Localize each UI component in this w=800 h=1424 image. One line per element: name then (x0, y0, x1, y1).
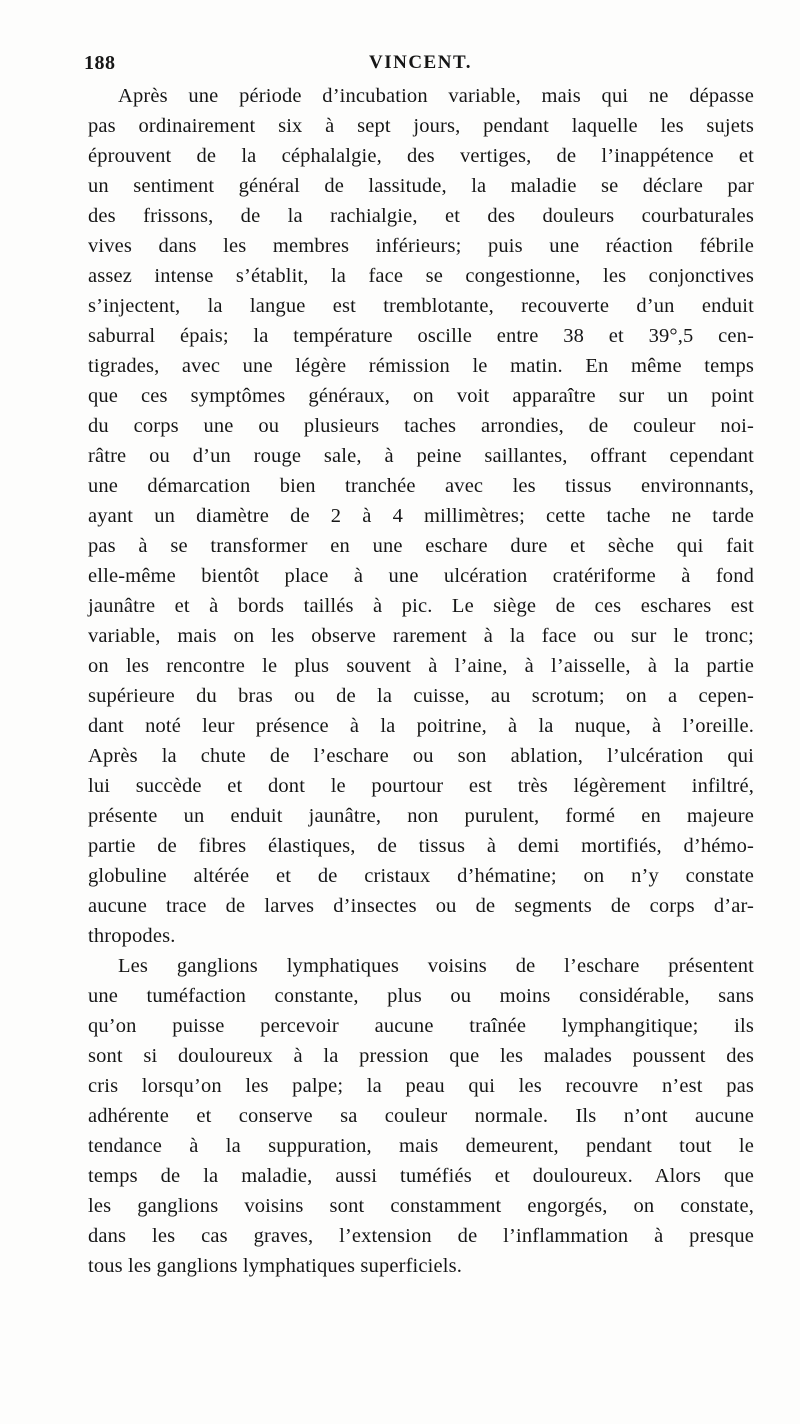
text-line: assez intense s’établit, la face se congestionne, les conjonctives (88, 265, 754, 287)
text-line: ayant un diamètre de 2 à 4 millimètres; cette tache ne tarde (88, 505, 754, 527)
text-line: présente un enduit jaunâtre, non purulent, formé en majeure (88, 805, 754, 827)
text-line: Après la chute de l’eschare ou son ablation, l’ulcération qui (88, 745, 754, 767)
text-line: variable, mais on les observe rarement à la face ou sur le tronc; (88, 625, 754, 647)
text-line: sont si douloureux à la pression que les malades poussent des (88, 1045, 754, 1067)
text-line: pas à se transformer en une eschare dure et sèche qui fait (88, 535, 754, 557)
text-line: cris lorsqu’on les palpe; la peau qui les recouvre n’est pas (88, 1075, 754, 1097)
text-line: saburral épais; la température oscille entre 38 et 39°,5 cen- (88, 325, 754, 347)
text-line: râtre ou d’un rouge sale, à peine saillantes, offrant cependant (88, 445, 754, 467)
text-line: on les rencontre le plus souvent à l’aine, à l’aisselle, à la partie (88, 655, 754, 677)
paragraph-2 (88, 951, 754, 1281)
running-head: VINCENT. (369, 52, 472, 73)
body-text (88, 81, 754, 1281)
text-line: pas ordinairement six à sept jours, pendant laquelle les sujets (88, 115, 754, 137)
text-line: que ces symptômes généraux, on voit apparaître sur un point (88, 385, 754, 407)
text-line: du corps une ou plusieurs taches arrondies, de couleur noi- (88, 415, 754, 437)
text-line: des frissons, de la rachialgie, et des douleurs courbaturales (88, 205, 754, 227)
text-line: vives dans les membres inférieurs; puis une réaction fébrile (88, 235, 754, 257)
text-line: un sentiment général de lassitude, la maladie se déclare par (88, 175, 754, 197)
text-line: globuline altérée et de cristaux d’hématine; on n’y constate (88, 865, 754, 887)
text-line: jaunâtre et à bords taillés à pic. Le siège de ces eschares est (88, 595, 754, 617)
text-line: Les ganglions lymphatiques voisins de l’eschare présentent (118, 955, 754, 977)
page-header (0, 52, 800, 82)
text-line: tigrades, avec une légère rémission le matin. En même temps (88, 355, 754, 377)
text-line: une démarcation bien tranchée avec les tissus environnants, (88, 475, 754, 497)
text-line: supérieure du bras ou de la cuisse, au scrotum; on a cepen- (88, 685, 754, 707)
text-line: adhérente et conserve sa couleur normale. Ils n’ont aucune (88, 1105, 754, 1127)
text-line: Après une période d’incubation variable, mais qui ne dépasse (118, 85, 754, 107)
text-line: qu’on puisse percevoir aucune traînée lymphangitique; ils (88, 1015, 754, 1037)
text-line: éprouvent de la céphalalgie, des vertiges, de l’inappétence et (88, 145, 754, 167)
text-line: lui succède et dont le pourtour est très légèrement infiltré, (88, 775, 754, 797)
text-line: une tuméfaction constante, plus ou moins considérable, sans (88, 985, 754, 1007)
text-line: elle-même bientôt place à une ulcération cratériforme à fond (88, 565, 754, 587)
text-line: les ganglions voisins sont constamment engorgés, on constate, (88, 1195, 754, 1217)
text-line: partie de fibres élastiques, de tissus à demi mortifiés, d’hémo- (88, 835, 754, 857)
text-line: aucune trace de larves d’insectes ou de segments de corps d’ar- (88, 895, 754, 917)
paragraph-1 (88, 81, 754, 951)
text-line: dans les cas graves, l’extension de l’inflammation à presque (88, 1225, 754, 1247)
text-line: temps de la maladie, aussi tuméfiés et douloureux. Alors que (88, 1165, 754, 1187)
page-number: 188 (84, 52, 116, 74)
text-line: thropodes. (88, 925, 176, 947)
text-line: tendance à la suppuration, mais demeurent, pendant tout le (88, 1135, 754, 1157)
text-line: dant noté leur présence à la poitrine, à la nuque, à l’oreille. (88, 715, 754, 737)
text-line: s’injectent, la langue est tremblotante, recouverte d’un enduit (88, 295, 754, 317)
text-line: tous les ganglions lymphatiques superficiels. (88, 1255, 462, 1277)
